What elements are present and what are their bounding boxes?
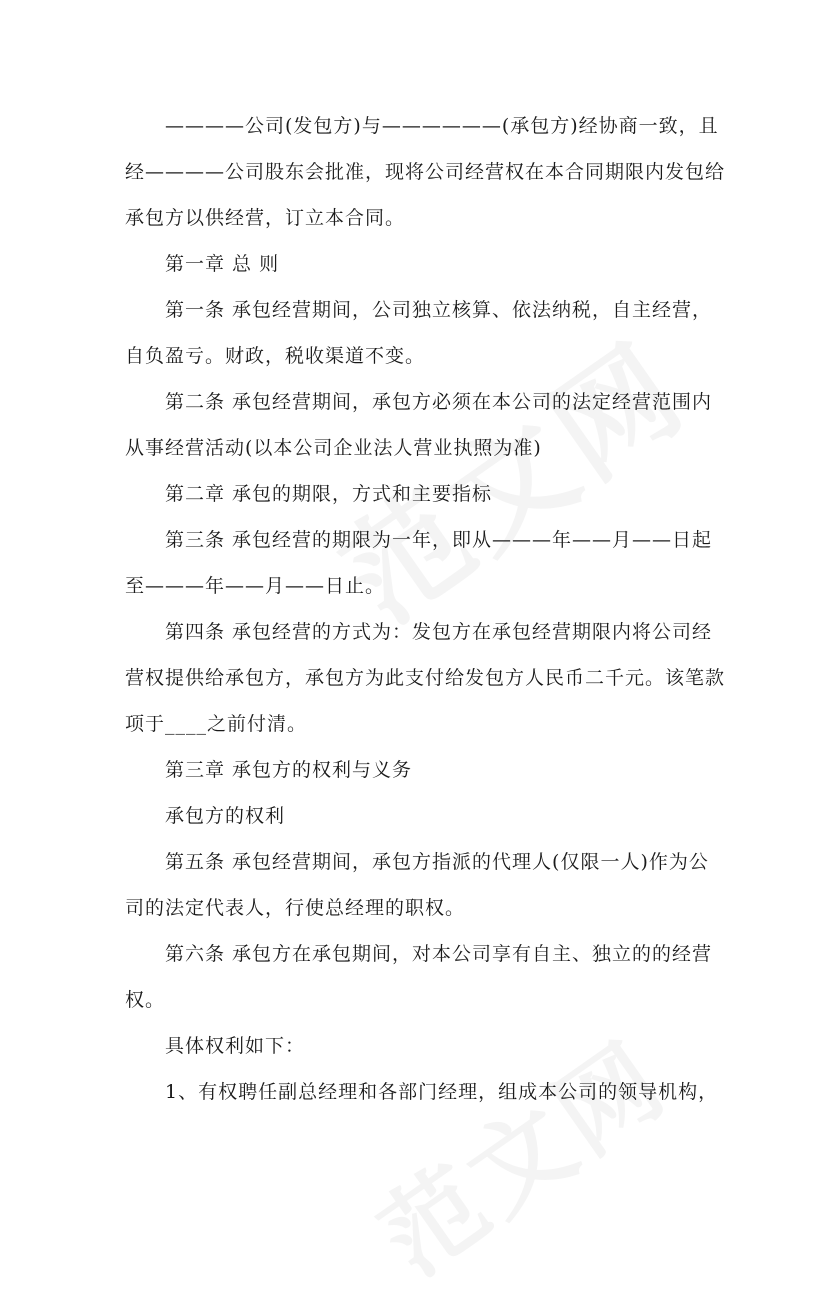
chapter-heading: 第二章 承包的期限，方式和主要指标	[165, 483, 493, 505]
list-item: 1、有权聘任副总经理和各部门经理，组成本公司的领导机构，	[165, 1081, 719, 1103]
text-line: 营权提供给承包方，承包方为此支付给发包方人民币二千元。该笔款	[125, 667, 726, 689]
text-line: 第五条 承包经营期间，承包方指派的代理人(仅限一人)作为公	[165, 851, 709, 873]
text-line: ————公司(发包方)与——————(承包方)经协商一致，且	[165, 115, 719, 137]
text-line: 司的法定代表人，行使总经理的职权。	[125, 897, 466, 919]
text-line: 至———年——月——日止。	[125, 575, 386, 597]
text-line: 自负盈亏。财政，税收渠道不变。	[125, 345, 426, 367]
chapter-heading: 第三章 承包方的权利与义务	[165, 759, 413, 781]
text-line: 经————公司股东会批准，现将公司经营权在本合同期限内发包给	[125, 161, 726, 183]
article-4	[125, 609, 726, 747]
text-line: 承包方以供经营，订立本合同。	[125, 207, 406, 229]
intro-paragraph	[125, 103, 726, 241]
list-intro: 具体权利如下：	[165, 1035, 306, 1057]
text-line: 项于____之前付清。	[125, 713, 308, 735]
text-line: 第二条 承包经营期间，承包方必须在本公司的法定经营范围内	[165, 391, 713, 413]
text-line: 权。	[125, 989, 166, 1011]
article-3	[125, 517, 715, 609]
article-2	[125, 379, 715, 471]
document-body	[125, 103, 726, 1115]
text-line: 第一条 承包经营期间，公司独立核算、依法纳税，自主经营，	[165, 299, 713, 321]
text-line: 第六条 承包方在承包期间，对本公司享有自主、独立的的经营	[165, 943, 713, 965]
article-5	[125, 839, 715, 931]
section-heading: 承包方的权利	[165, 805, 286, 827]
text-line: 从事经营活动(以本公司企业法人营业执照为准)	[125, 437, 542, 459]
text-line: 第四条 承包经营的方式为：发包方在承包经营期限内将公司经	[165, 621, 713, 643]
chapter-heading: 第一章 总 则	[165, 253, 280, 275]
article-1	[125, 287, 715, 379]
text-line: 第三条 承包经营的期限为一年，即从———年——月——日起	[165, 529, 713, 551]
article-6	[125, 931, 715, 1023]
